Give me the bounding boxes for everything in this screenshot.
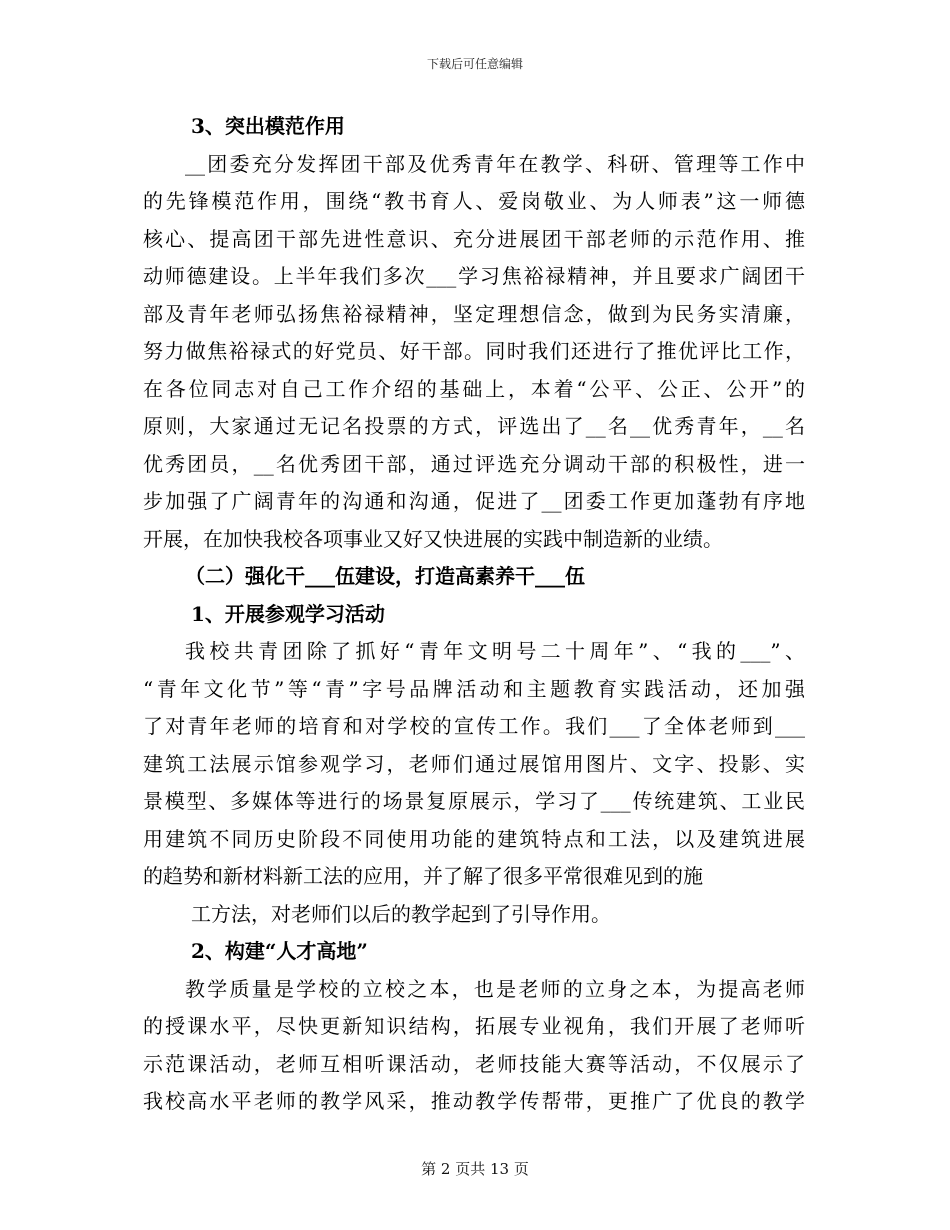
paragraph-line: 核心、提高团干部先进性意识、充分进展团干部老师的示范作用、推 (143, 226, 805, 251)
paragraph-line: 步加强了广阔青年的沟通和沟通，促进了__团委工作更加蓬勃有序地 (143, 489, 805, 513)
paragraph-line: 努力做焦裕禄式的好党员、好干部。同时我们还进行了推优评比工作， (143, 339, 805, 363)
paragraph-line: __团委充分发挥团干部及优秀青年在教学、科研、管理等工作中 (185, 151, 805, 176)
section-heading: （二）强化干___伍建设，打造高素养干___伍 (185, 564, 585, 588)
paragraph-line: 我校共青团除了抓好“青年文明号二十周年”、“我的___”、 (185, 639, 805, 663)
paragraph-line: 用建筑不同历史阶段不同使用功能的建筑特点和工法，以及建筑进展 (143, 826, 805, 851)
section-heading: 1、开展参观学习活动 (191, 601, 385, 626)
paragraph-line: 优秀团员，__名优秀团干部，通过评选充分调动干部的积极性，进一 (143, 451, 805, 476)
paragraph-line: 示范课活动，老师互相听课活动，老师技能大赛等活动，不仅展示了 (143, 1051, 805, 1076)
page-footer: 第 2 页共 13 页 (421, 1160, 529, 1178)
paragraph-line: 工方法，对老师们以后的教学起到了引导作用。 (191, 901, 611, 926)
section-heading: 2、构建“人才高地” (191, 939, 368, 963)
document-body (143, 108, 805, 1121)
paragraph-line: 动师德建设。上半年我们多次___学习焦裕禄精神，并且要求广阔团干 (143, 264, 805, 288)
paragraph-line: 了对青年老师的培育和对学校的宣传工作。我们___了全体老师到___ (143, 714, 805, 738)
paragraph-line: 的先锋模范作用，围绕“教书育人、爱岗敬业、为人师表”这一师德 (143, 189, 805, 213)
paragraph-line: 我校高水平老师的教学风采，推动教学传帮带，更推广了优良的教学 (143, 1089, 805, 1113)
section-heading: 3、突出模范作用 (191, 114, 345, 138)
paragraph-line: 建筑工法展示馆参观学习，老师们通过展馆用图片、文字、投影、实 (143, 751, 805, 776)
paragraph-line: 开展，在加快我校各项事业又好又快进展的实践中制造新的业绩。 (143, 526, 723, 551)
paragraph-line: 的趋势和新材料新工法的应用，并了解了很多平常很难见到的施 (143, 864, 703, 888)
paragraph-line: 教学质量是学校的立校之本，也是老师的立身之本，为提高老师 (185, 976, 805, 1001)
paragraph-line: “青年文化节”等“青”字号品牌活动和主题教育实践活动，还加强 (143, 676, 805, 701)
paragraph-line: 部及青年老师弘扬焦裕禄精神，坚定理想信念，做到为民务实清廉， (143, 301, 805, 326)
paragraph-line: 的授课水平，尽快更新知识结构，拓展专业视角，我们开展了老师听 (143, 1014, 805, 1038)
paragraph-line: 原则，大家通过无记名投票的方式，评选出了__名__优秀青年，__名 (143, 414, 805, 438)
paragraph-line: 在各位同志对自己工作介绍的基础上，本着“公平、公正、公开”的 (143, 376, 805, 401)
page-header: 下载后可任意编辑 (426, 57, 523, 71)
paragraph-line: 景模型、多媒体等进行的场景复原展示，学习了___传统建筑、工业民 (143, 789, 805, 813)
